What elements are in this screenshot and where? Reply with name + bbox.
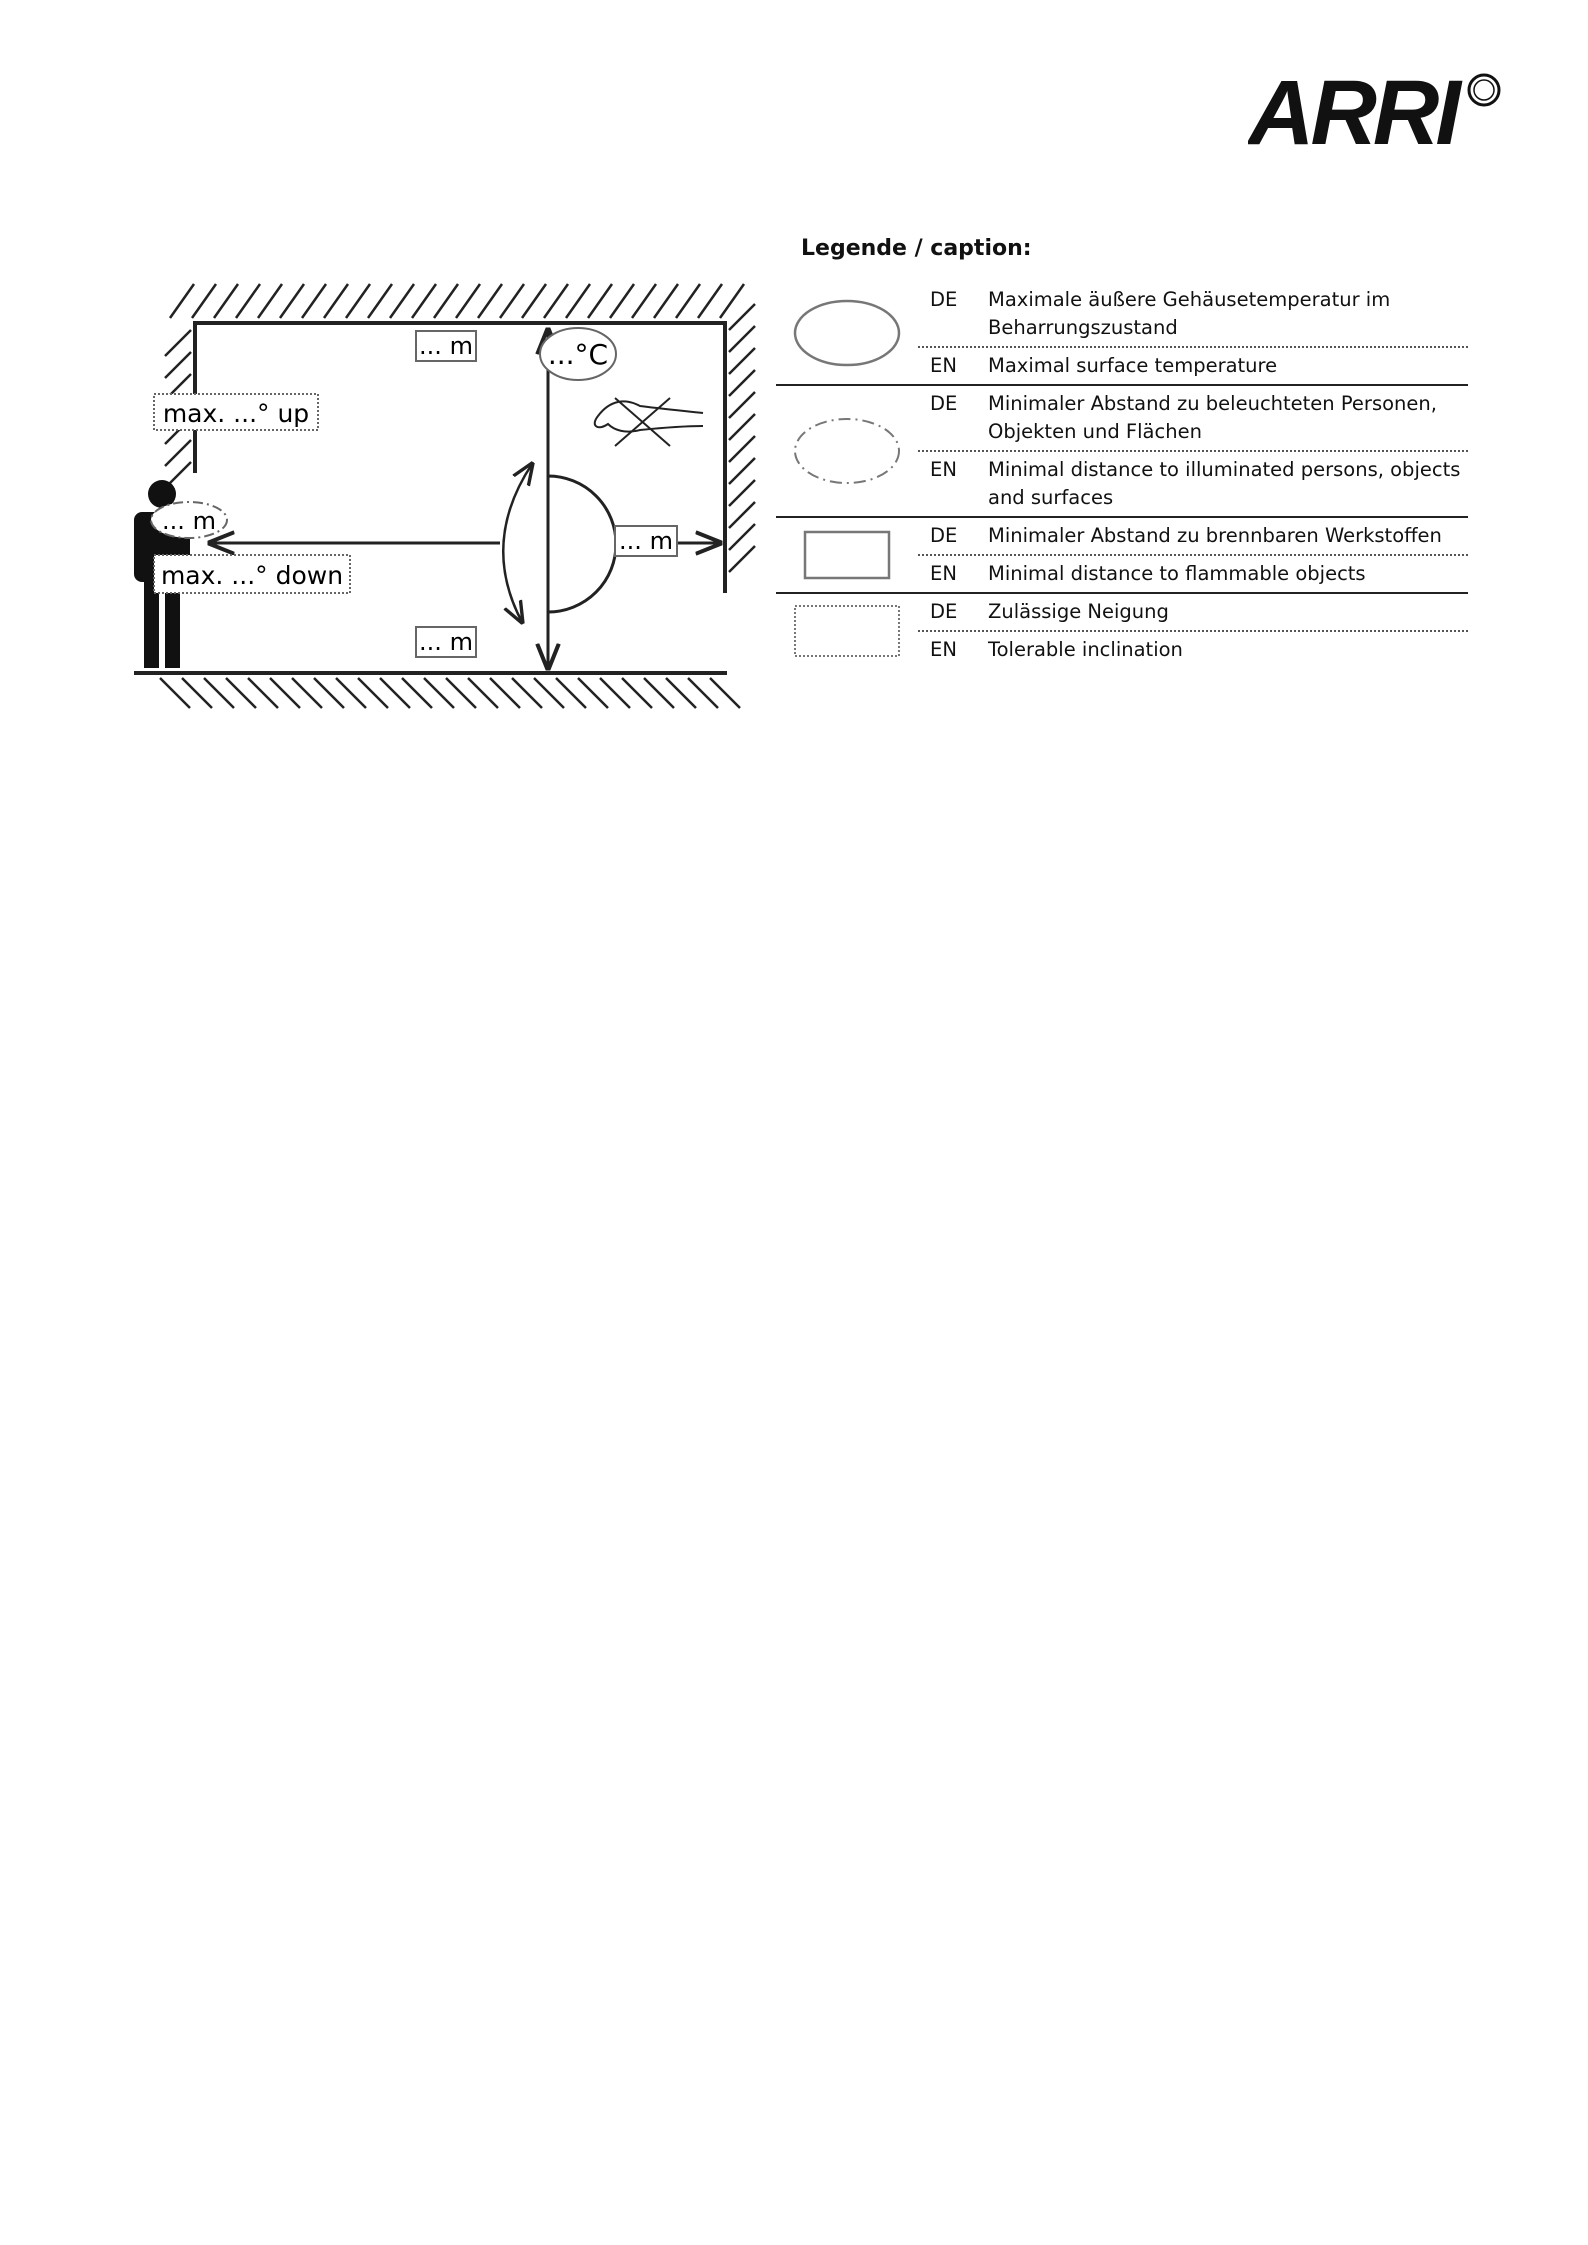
legend-text: Maximale äußere Gehäusetemperatur im Beharrungszustand	[988, 288, 1391, 339]
legend-title: Legende / caption:	[801, 236, 1032, 261]
legend-row-de	[918, 386, 1468, 452]
arri-logo-text: ARRI	[1248, 66, 1457, 152]
lang-code: EN	[930, 458, 957, 481]
max-up-label: max. ...° up	[162, 399, 310, 428]
lang-code: EN	[930, 354, 957, 377]
legend-row-en	[918, 452, 1468, 516]
legend-row-de	[918, 594, 1468, 632]
no-touch-hand-icon	[595, 398, 703, 446]
legend-item	[776, 594, 1468, 668]
right-distance-label: ... m	[619, 527, 673, 555]
legend-row-de	[918, 282, 1468, 348]
legend-row-de	[918, 518, 1468, 556]
top-distance-label: ... m	[419, 332, 473, 360]
legend-text: Zulässige Neigung	[988, 600, 1169, 623]
legend-text: Maximal surface temperature	[988, 354, 1278, 377]
legend-row-en	[918, 632, 1468, 668]
legend-text: Minimal distance to flammable objects	[988, 562, 1366, 585]
rectangle-dotted-icon	[792, 603, 902, 659]
rectangle-solid-icon	[802, 529, 892, 581]
legend-row-en	[918, 556, 1468, 592]
bottom-distance-label: ... m	[419, 628, 473, 656]
legend-item	[776, 282, 1468, 386]
lang-code: DE	[930, 600, 958, 623]
lamp-housing	[548, 476, 616, 612]
lang-code: EN	[930, 638, 957, 661]
tilt-arrow	[503, 464, 532, 622]
person-distance-label: ... m	[162, 507, 216, 535]
legend-item	[776, 386, 1468, 518]
ellipse-dashdot-icon	[792, 415, 902, 487]
temperature-label: ...°C	[547, 338, 609, 371]
safety-diagram	[120, 268, 760, 718]
legend-text: Minimal distance to illuminated persons, objects and surfaces	[988, 458, 1461, 509]
lang-code: DE	[930, 288, 958, 311]
max-down-label: max. ...° down	[160, 561, 344, 590]
legend-text: Minimaler Abstand zu beleuchteten Personen, Objekten und Flächen	[988, 392, 1437, 443]
legend-item	[776, 518, 1468, 594]
legend-text: Tolerable inclination	[988, 638, 1183, 661]
arri-logo	[1248, 66, 1504, 152]
lang-code: DE	[930, 524, 958, 547]
legend	[776, 282, 1468, 668]
legend-row-en	[918, 348, 1468, 384]
ellipse-solid-icon	[792, 298, 902, 368]
legend-text: Minimaler Abstand zu brennbaren Werkstoffen	[988, 524, 1442, 547]
lang-code: EN	[930, 562, 957, 585]
lang-code: DE	[930, 392, 958, 415]
